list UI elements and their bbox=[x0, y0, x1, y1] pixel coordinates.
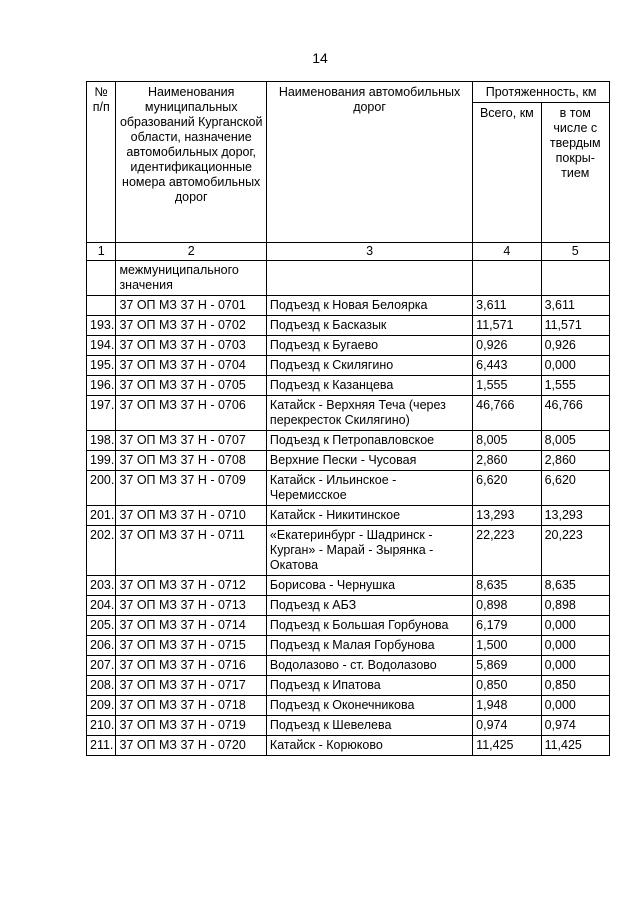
road-identifier: 37 ОП МЗ 37 Н - 0706 bbox=[116, 396, 266, 431]
row-number: 193. bbox=[87, 316, 116, 336]
road-identifier: 37 ОП МЗ 37 Н - 0704 bbox=[116, 356, 266, 376]
table-row bbox=[87, 506, 610, 526]
length-paved: 20,223 bbox=[541, 526, 609, 576]
road-name: Катайск - Ильинское - Черемисское bbox=[266, 471, 472, 506]
road-name: Подъезд к Ипатова bbox=[266, 676, 472, 696]
column-number: 5 bbox=[541, 243, 609, 261]
row-number: 203. bbox=[87, 576, 116, 596]
road-name: Подъезд к Бугаево bbox=[266, 336, 472, 356]
length-total: 8,005 bbox=[473, 431, 541, 451]
table-row bbox=[87, 696, 610, 716]
road-identifier: 37 ОП МЗ 37 Н - 0709 bbox=[116, 471, 266, 506]
row-number bbox=[87, 296, 116, 316]
length-total: 5,869 bbox=[473, 656, 541, 676]
road-name: Подъезд к Казанцева bbox=[266, 376, 472, 396]
road-identifier: 37 ОП МЗ 37 Н - 0701 bbox=[116, 296, 266, 316]
length-paved: 0,000 bbox=[541, 696, 609, 716]
road-identifier: 37 ОП МЗ 37 Н - 0715 bbox=[116, 636, 266, 656]
length-paved: 3,611 bbox=[541, 296, 609, 316]
length-paved: 0,000 bbox=[541, 636, 609, 656]
road-identifier: 37 ОП МЗ 37 Н - 0703 bbox=[116, 336, 266, 356]
road-identifier: 37 ОП МЗ 37 Н - 0718 bbox=[116, 696, 266, 716]
road-name: Подъезд к Большая Горбунова bbox=[266, 616, 472, 636]
length-total: 3,611 bbox=[473, 296, 541, 316]
length-paved: 11,425 bbox=[541, 736, 609, 756]
row-number-cell bbox=[87, 261, 116, 296]
row-number: 201. bbox=[87, 506, 116, 526]
road-identifier: 37 ОП МЗ 37 Н - 0716 bbox=[116, 656, 266, 676]
road-identifier: 37 ОП МЗ 37 Н - 0711 bbox=[116, 526, 266, 576]
row-number: 205. bbox=[87, 616, 116, 636]
road-name: Подъезд к Скилягино bbox=[266, 356, 472, 376]
row-number: 208. bbox=[87, 676, 116, 696]
road-name: Подъезд к Петропавловское bbox=[266, 431, 472, 451]
road-identifier: 37 ОП МЗ 37 Н - 0707 bbox=[116, 431, 266, 451]
length-paved: 0,926 bbox=[541, 336, 609, 356]
table-row bbox=[87, 376, 610, 396]
road-identifier: 37 ОП МЗ 37 Н - 0702 bbox=[116, 316, 266, 336]
road-identifier: 37 ОП МЗ 37 Н - 0717 bbox=[116, 676, 266, 696]
row-number: 198. bbox=[87, 431, 116, 451]
row-number: 209. bbox=[87, 696, 116, 716]
empty-cell bbox=[541, 261, 609, 296]
length-total: 13,293 bbox=[473, 506, 541, 526]
road-name: Верхние Пески - Чусовая bbox=[266, 451, 472, 471]
length-total: 2,860 bbox=[473, 451, 541, 471]
length-paved: 0,000 bbox=[541, 356, 609, 376]
road-identifier: 37 ОП МЗ 37 Н - 0708 bbox=[116, 451, 266, 471]
length-total: 8,635 bbox=[473, 576, 541, 596]
length-paved: 13,293 bbox=[541, 506, 609, 526]
table-row bbox=[87, 296, 610, 316]
page-number: 14 bbox=[312, 50, 328, 66]
header-municipality: Наименования муниципальных образований Курганской области, назначение автомобильных дорог, идентификационные номера автомобильных дорог bbox=[116, 82, 266, 243]
header-row bbox=[87, 82, 610, 103]
header-paved: в том числе с твердым покры-тием bbox=[541, 103, 609, 243]
road-name: Катайск - Верхняя Теча (через перекресток Скилягино) bbox=[266, 396, 472, 431]
column-number: 3 bbox=[266, 243, 472, 261]
row-number: 207. bbox=[87, 656, 116, 676]
length-paved: 0,850 bbox=[541, 676, 609, 696]
road-identifier: 37 ОП МЗ 37 Н - 0713 bbox=[116, 596, 266, 616]
road-name: Подъезд к Шевелева bbox=[266, 716, 472, 736]
table-row bbox=[87, 526, 610, 576]
header-number: № п/п bbox=[87, 82, 116, 243]
row-number: 199. bbox=[87, 451, 116, 471]
length-total: 1,948 bbox=[473, 696, 541, 716]
table-row bbox=[87, 576, 610, 596]
road-identifier: 37 ОП МЗ 37 Н - 0712 bbox=[116, 576, 266, 596]
length-total: 1,555 bbox=[473, 376, 541, 396]
length-total: 6,620 bbox=[473, 471, 541, 506]
road-name: Подъезд к Новая Белоярка bbox=[266, 296, 472, 316]
length-paved: 0,000 bbox=[541, 656, 609, 676]
table-row bbox=[87, 676, 610, 696]
road-name: «Екатеринбург - Шадринск - Курган» - Марай - Зырянка - Окатова bbox=[266, 526, 472, 576]
row-number: 204. bbox=[87, 596, 116, 616]
table-row bbox=[87, 616, 610, 636]
column-number: 2 bbox=[116, 243, 266, 261]
road-name: Подъезд к Басказык bbox=[266, 316, 472, 336]
length-paved: 1,555 bbox=[541, 376, 609, 396]
table-row bbox=[87, 356, 610, 376]
row-number: 196. bbox=[87, 376, 116, 396]
row-number: 206. bbox=[87, 636, 116, 656]
header-road-name: Наименования автомобильных дорог bbox=[266, 82, 472, 243]
length-total: 11,425 bbox=[473, 736, 541, 756]
road-identifier: 37 ОП МЗ 37 Н - 0705 bbox=[116, 376, 266, 396]
continuation-text: межмуниципального значения bbox=[116, 261, 266, 296]
table-row bbox=[87, 596, 610, 616]
table-row bbox=[87, 431, 610, 451]
length-paved: 0,974 bbox=[541, 716, 609, 736]
row-number: 210. bbox=[87, 716, 116, 736]
length-paved: 0,000 bbox=[541, 616, 609, 636]
length-total: 22,223 bbox=[473, 526, 541, 576]
length-paved: 8,005 bbox=[541, 431, 609, 451]
row-number: 194. bbox=[87, 336, 116, 356]
road-name: Подъезд к АБЗ bbox=[266, 596, 472, 616]
road-name: Подъезд к Малая Горбунова bbox=[266, 636, 472, 656]
empty-cell bbox=[473, 261, 541, 296]
column-number: 4 bbox=[473, 243, 541, 261]
table-row bbox=[87, 336, 610, 356]
row-number: 195. bbox=[87, 356, 116, 376]
road-name: Катайск - Корюково bbox=[266, 736, 472, 756]
length-total: 46,766 bbox=[473, 396, 541, 431]
road-name: Подъезд к Оконечникова bbox=[266, 696, 472, 716]
length-total: 0,926 bbox=[473, 336, 541, 356]
length-total: 6,179 bbox=[473, 616, 541, 636]
length-total: 0,898 bbox=[473, 596, 541, 616]
row-number: 211. bbox=[87, 736, 116, 756]
continuation-row bbox=[87, 261, 610, 296]
empty-cell bbox=[266, 261, 472, 296]
road-identifier: 37 ОП МЗ 37 Н - 0714 bbox=[116, 616, 266, 636]
table-row bbox=[87, 451, 610, 471]
header-total: Всего, км bbox=[473, 103, 541, 243]
length-paved: 11,571 bbox=[541, 316, 609, 336]
header-length: Протяженность, км bbox=[473, 82, 610, 103]
length-total: 6,443 bbox=[473, 356, 541, 376]
road-name: Водолазово - ст. Водолазово bbox=[266, 656, 472, 676]
table-row bbox=[87, 736, 610, 756]
road-name: Катайск - Никитинское bbox=[266, 506, 472, 526]
length-paved: 8,635 bbox=[541, 576, 609, 596]
length-total: 1,500 bbox=[473, 636, 541, 656]
road-identifier: 37 ОП МЗ 37 Н - 0719 bbox=[116, 716, 266, 736]
roads-table bbox=[86, 81, 610, 756]
table-row bbox=[87, 716, 610, 736]
length-paved: 6,620 bbox=[541, 471, 609, 506]
column-number: 1 bbox=[87, 243, 116, 261]
length-total: 0,850 bbox=[473, 676, 541, 696]
road-identifier: 37 ОП МЗ 37 Н - 0720 bbox=[116, 736, 266, 756]
table-row bbox=[87, 636, 610, 656]
length-paved: 2,860 bbox=[541, 451, 609, 471]
column-numbers-row bbox=[87, 243, 610, 261]
road-name: Борисова - Чернушка bbox=[266, 576, 472, 596]
row-number: 202. bbox=[87, 526, 116, 576]
length-paved: 46,766 bbox=[541, 396, 609, 431]
table-row bbox=[87, 471, 610, 506]
length-total: 11,571 bbox=[473, 316, 541, 336]
length-total: 0,974 bbox=[473, 716, 541, 736]
table-row bbox=[87, 656, 610, 676]
row-number: 197. bbox=[87, 396, 116, 431]
table-row bbox=[87, 396, 610, 431]
length-paved: 0,898 bbox=[541, 596, 609, 616]
table-row bbox=[87, 316, 610, 336]
row-number: 200. bbox=[87, 471, 116, 506]
road-identifier: 37 ОП МЗ 37 Н - 0710 bbox=[116, 506, 266, 526]
